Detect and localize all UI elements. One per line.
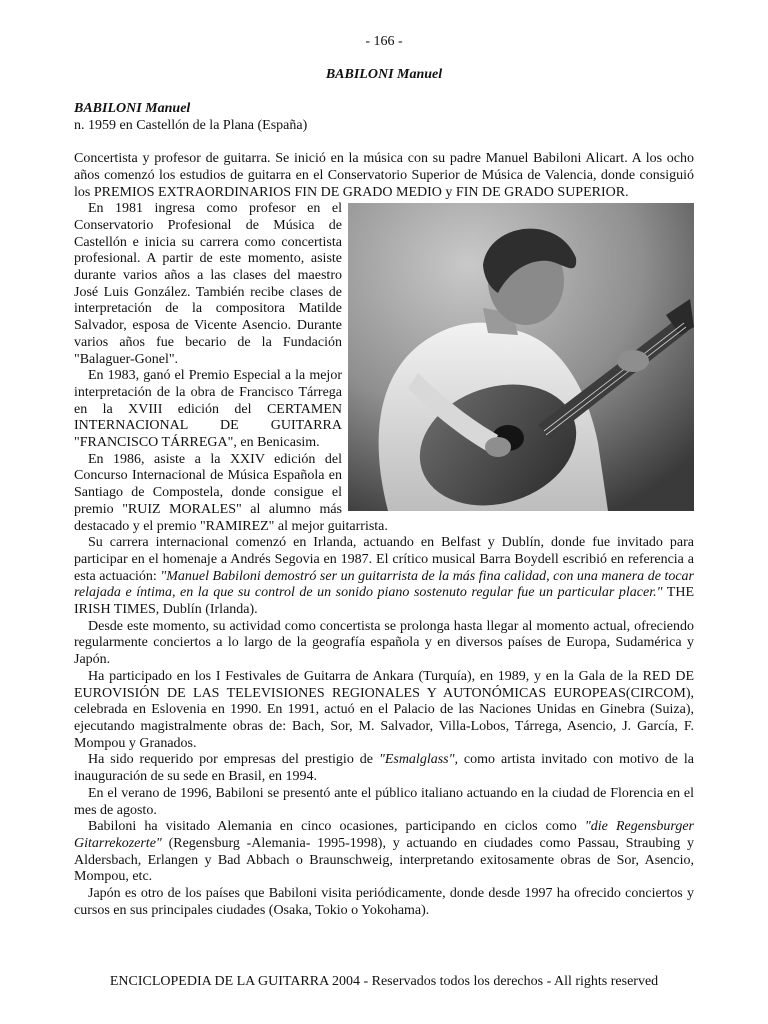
birth-line: n. 1959 en Castellón de la Plana (España) <box>74 117 308 133</box>
entry-name: BABILONI Manuel <box>74 101 191 116</box>
guitarist-photo <box>348 203 694 511</box>
paragraph-japan: Japón es otro de los países que Babiloni visita periódicamente, donde desde 1997 ha ofrecido conciertos y cursos en sus principales ciudades (Osaka, Tokio o Yokohama). <box>74 886 694 918</box>
paragraph-esmalglass <box>74 752 694 785</box>
concert-cycle-name: "die Regensburger Gitarrekozerte" <box>74 819 694 851</box>
entry-body <box>74 101 694 919</box>
text-segment: (Regensburg -Alemania- 1995-1998), y actuando en ciudades como Passau, Straubing y Aldersbach, Erlangen y Bad Abbach o Braunschweig, interpretando exitosamente obras de Sor, Asencio, Mompou, etc. <box>74 835 694 885</box>
paragraph-germany <box>74 819 694 886</box>
text-segment: Ha sido requerido por empresas del prestigio de <box>88 752 379 768</box>
paragraph-1983: En 1983, ganó el Premio Especial a la mejor interpretación de la obra de Francisco Tárrega en la XVIII edición del CERTAMEN INTERNACIONAL DE GUITARRA "FRANCISCO TÁRREGA", en Benicasim. <box>74 368 342 451</box>
paragraph-1986: En 1986, asiste a la XXIV edición del Concurso Internacional de Música Española en Santiago de Compostela, donde consigue el premio "RUIZ MORALES" al alumno más destacado y el premio "RAMIREZ" al mejor guitarrista. <box>74 451 388 534</box>
paragraph-international-career <box>74 535 694 619</box>
paragraph-1981: En 1981 ingresa como profesor en el Conservatorio Profesional de Música de Castellón e inicia su carrera como concertista profesional. A partir de este momento, asiste durante varios años a las clases del maestro José Luis González. También recibe clases de interpretación de la compositora Matilde Salvador, esposa de Vicente Asencio. Durante varios años fue becario de la Fundación "Balaguer-Gonel". <box>74 201 342 367</box>
text-segment: THE IRISH TIMES, Dublín (Irlanda). <box>74 585 694 618</box>
text-segment: Su carrera internacional comenzó en Irlanda, actuando en Belfast y Dublín, donde fue invitado para participar en el homenaje a Andrés Segovia en 1987. El crítico musical Barra Boydell escribió en referencia a esta actuación: <box>74 535 694 584</box>
paragraph-current-activity: Desde este momento, su actividad como concertista se prolonga hasta llegar al momento actual, ofreciendo regularmente conciertos a lo largo de la geografía española y en diversos países de Europa, Sudamérica y Japón. <box>74 618 694 668</box>
footer-copyright: ENCICLOPEDIA DE LA GUITARRA 2004 - Reservados todos los derechos - All rights reserved <box>109 974 659 989</box>
running-title: BABILONI Manuel <box>325 67 443 82</box>
company-name: "Esmalglass", <box>378 752 458 768</box>
text-segment: Babiloni ha visitado Alemania en cinco ocasiones, participando en ciclos como <box>88 819 585 835</box>
text-segment: como artista invitado con motivo de la inauguración de su sede en Brasil, en 1994. <box>74 752 694 785</box>
page-number: - 166 - <box>365 34 403 49</box>
paragraph-florence: En el verano de 1996, Babiloni se presentó ante el público italiano actuando en la ciudad de Florencia en el mes de agosto. <box>74 785 694 818</box>
paragraph-intro: Concertista y profesor de guitarra. Se inició en la música con su padre Manuel Babiloni Alicart. A los ocho años comenzó los estudios de guitarra en el Conservatorio Superior de Música de Valencia, donde consiguió los PREMIOS EXTRAORDINARIOS FIN DE GRADO MEDIO y FIN DE GRADO SUPERIOR. <box>74 151 694 200</box>
paragraph-festivals: Ha participado en los I Festivales de Guitarra de Ankara (Turquía), en 1989, y en la Gala de la RED DE EUROVISIÓN DE LAS TELEVISIONES REGIONALES Y AUTONÓMICAS EUROPEAS(CIRCOM), celebrada en Eslovenia en 1990. En 1991, actuó en el Palacio de las Naciones Unidas en Ginebra (Suiza), ejecutando magistralmente obras de: Bach, Sor, M. Salvador, Villa-Lobos, Tárrega, Asencio, J. García, F. Mompou y Granados. <box>74 668 694 751</box>
critic-quote: "Manuel Babiloni demostró ser un guitarrista de la más fina calidad, con una manera de tocar relajada e íntima, en la que su control de un sonido piano sostenuto regular fue un particular placer." <box>74 568 694 601</box>
